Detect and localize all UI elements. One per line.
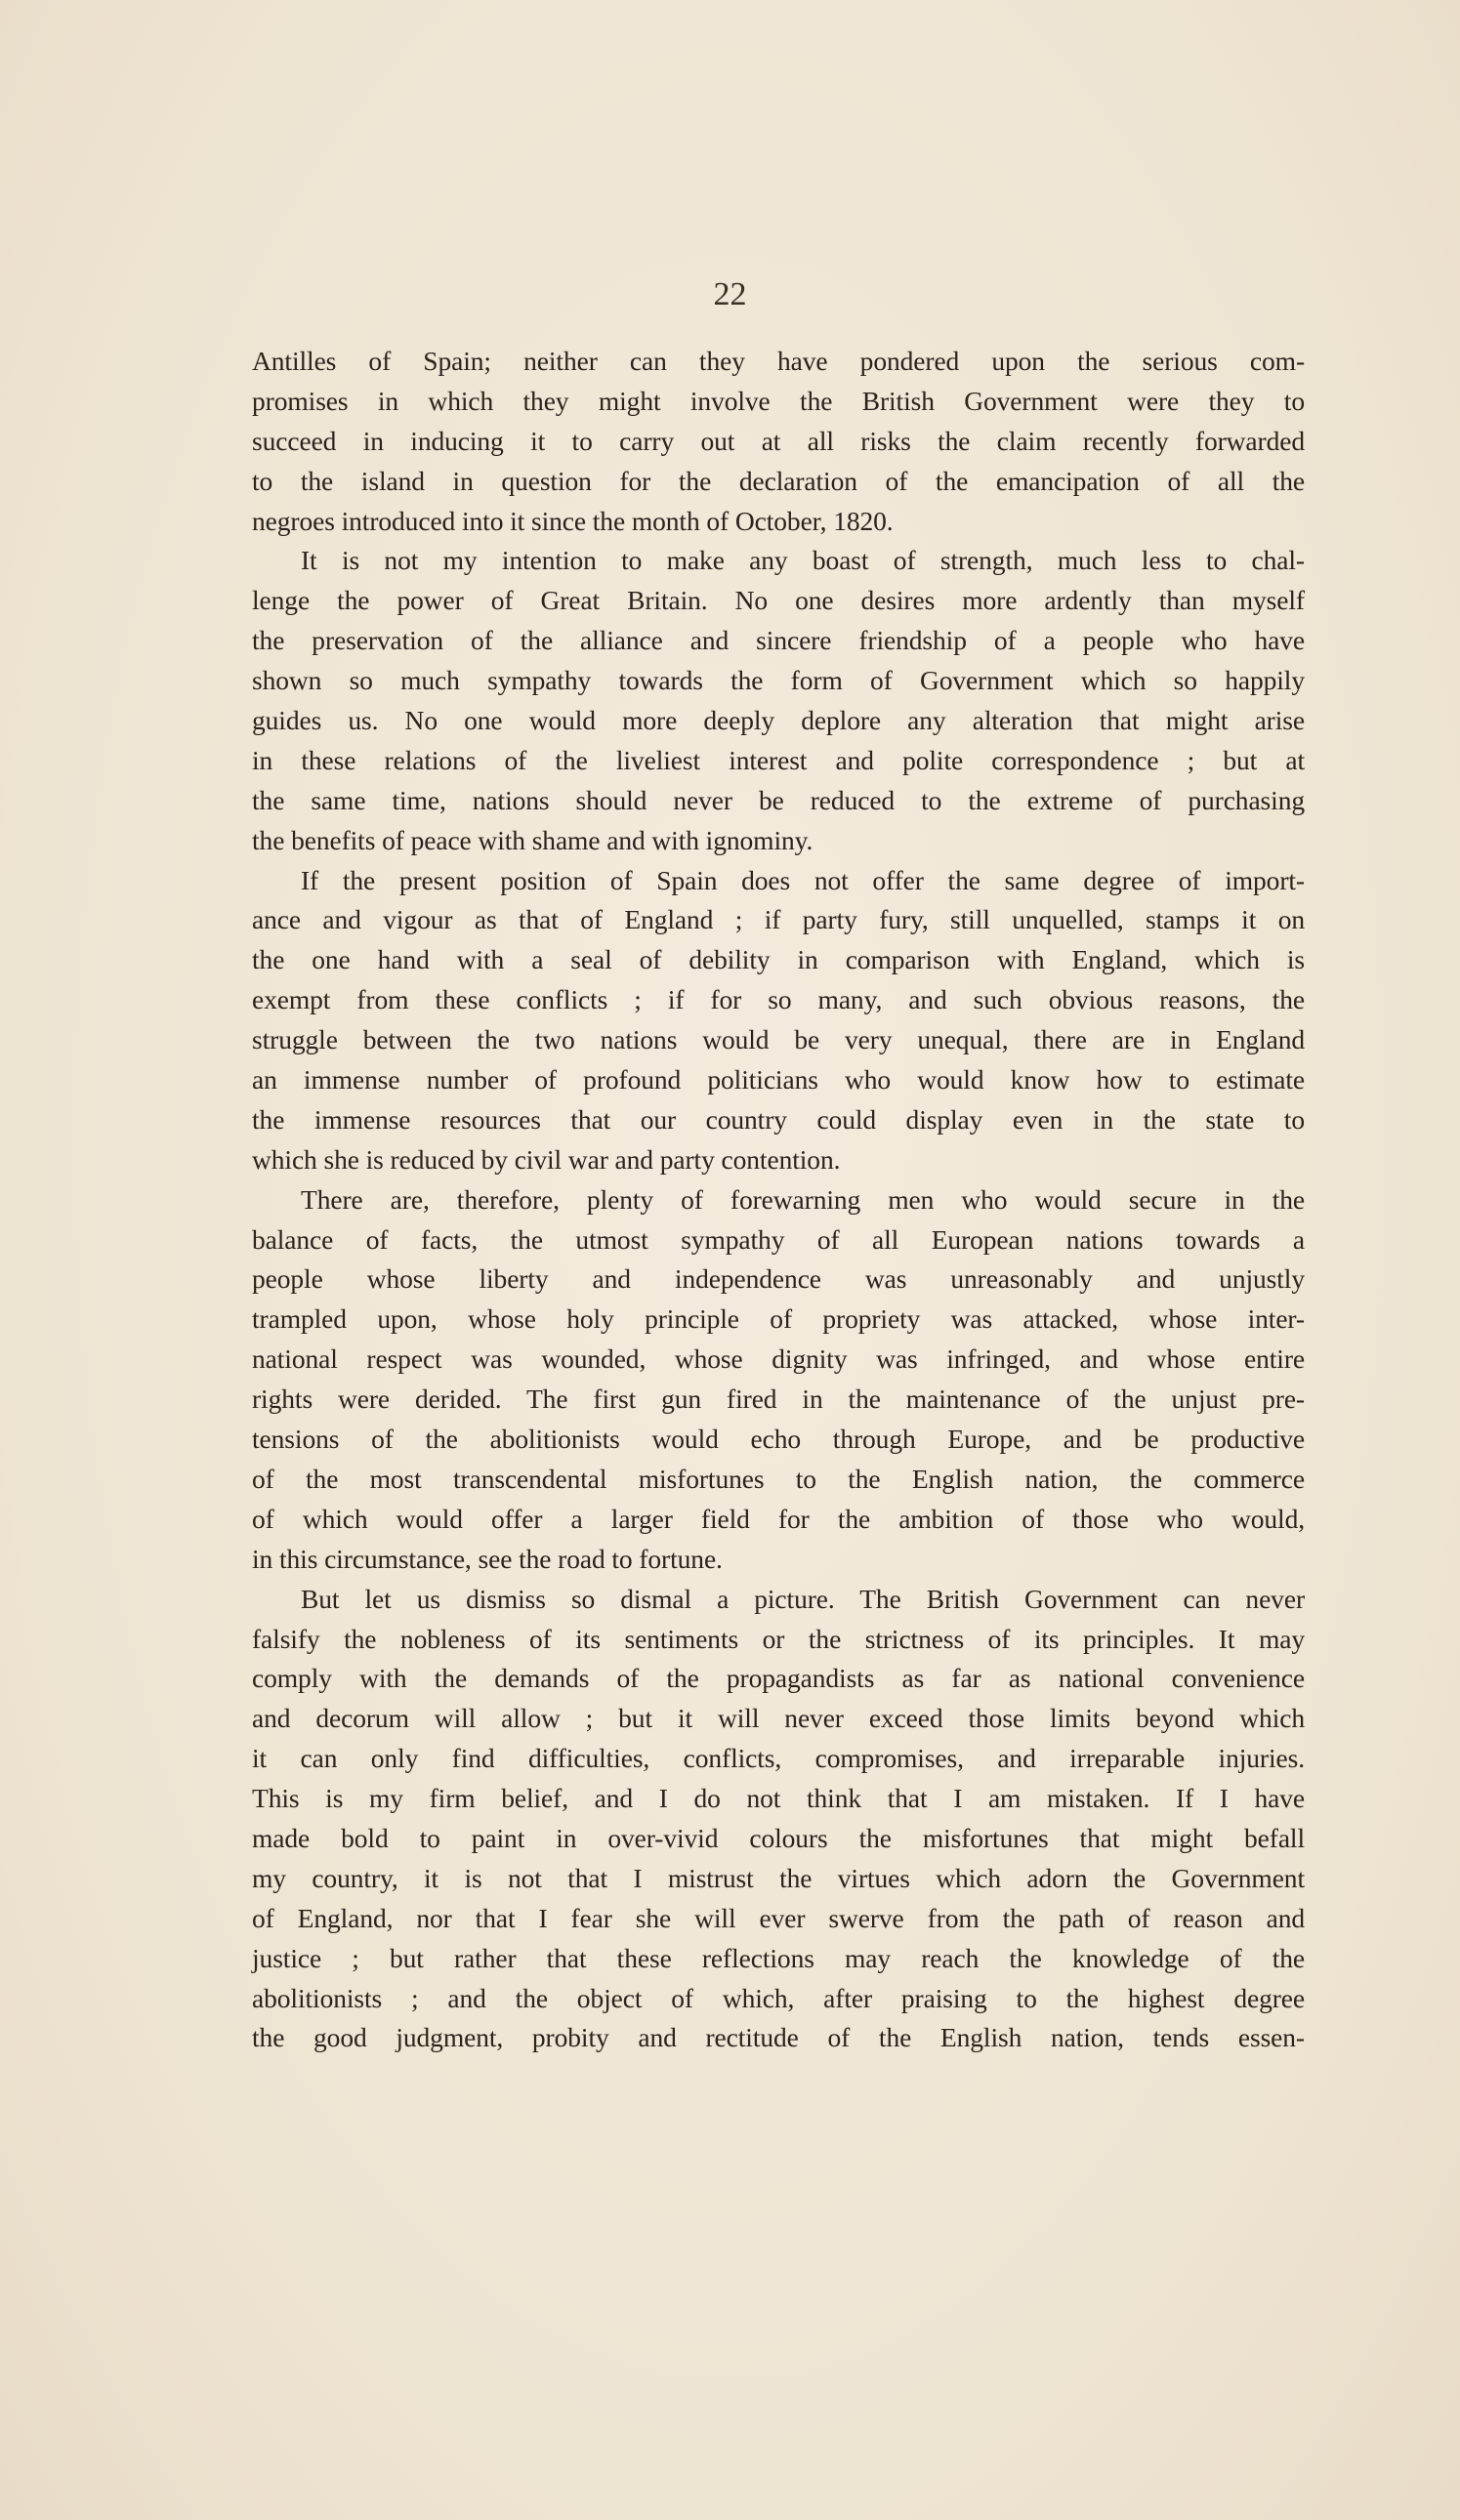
paragraph	[252, 861, 1305, 1180]
text-line: But let us dismiss so dismal a picture. The British Government can never	[301, 1583, 1305, 1614]
text-line: the immense resources that our country could display even in the state to	[252, 1103, 1305, 1135]
text-line: of the most transcendental misfortunes to the English nation, the commerce	[252, 1463, 1305, 1494]
text-line: it can only find difficulties, conflicts, compromises, and irreparable injuries.	[252, 1743, 1305, 1774]
text-line: exempt from these conflicts ; if for so many, and such obvious reasons, the	[252, 984, 1305, 1015]
text-line: trampled upon, whose holy principle of propriety was attacked, whose inter-	[252, 1303, 1305, 1335]
text-line: If the present position of Spain does not offer the same degree of import-	[301, 864, 1305, 895]
paragraph	[252, 541, 1305, 860]
paragraph	[252, 342, 1305, 541]
text-line: national respect was wounded, whose dignity was infringed, and whose entire	[252, 1343, 1305, 1375]
text-line: struggle between the two nations would be very unequal, there are in England	[252, 1024, 1305, 1055]
paragraph	[252, 1180, 1305, 1580]
text-line: the same time, nations should never be reduced to the extreme of purchasing	[252, 784, 1305, 815]
text-line: which she is reduced by civil war and party contention.	[252, 1143, 841, 1175]
text-line: comply with the demands of the propagandists as far as national convenience	[252, 1663, 1305, 1694]
text-line: the one hand with a seal of debility in comparison with England, which is	[252, 944, 1305, 975]
paragraph	[252, 1580, 1305, 2059]
text-line: and decorum will allow ; but it will never exceed those limits beyond which	[252, 1703, 1305, 1734]
text-line: falsify the nobleness of its sentiments or the strictness of its principles. It may	[252, 1623, 1305, 1654]
text-line: people whose liberty and independence was unreasonably and unjustly	[252, 1263, 1305, 1295]
text-line: an immense number of profound politicians who would know how to estimate	[252, 1064, 1305, 1095]
text-line: There are, therefore, plenty of forewarning men who would secure in the	[301, 1183, 1305, 1215]
text-line: my country, it is not that I mistrust the virtues which adorn the Government	[252, 1862, 1305, 1893]
text-line: rights were derided. The first gun fired in the maintenance of the unjust pre-	[252, 1384, 1305, 1415]
text-line: of which would offer a larger field for the ambition of those who would,	[252, 1503, 1305, 1534]
text-line: It is not my intention to make any boast of strength, much less to chal-	[301, 545, 1305, 576]
body-text	[252, 342, 1305, 2058]
text-line: in these relations of the liveliest interest and polite correspondence ; but at	[252, 744, 1305, 775]
text-line: tensions of the abolitionists would echo through Europe, and be productive	[252, 1424, 1305, 1455]
text-line: This is my firm belief, and I do not think that I am mistaken. If I have	[252, 1783, 1305, 1814]
text-line: abolitionists ; and the object of which, after praising to the highest degree	[252, 1982, 1305, 2013]
text-line: justice ; but rather that these reflections may reach the knowledge of the	[252, 1942, 1305, 1973]
text-line: the preservation of the alliance and sincere friendship of a people who have	[252, 625, 1305, 656]
text-line: of England, nor that I fear she will ever swerve from the path of reason and	[252, 1902, 1305, 1933]
text-line: Antilles of Spain; neither can they have pondered upon the serious com-	[252, 346, 1305, 376]
text-line: to the island in question for the declaration of the emancipation of all the	[252, 465, 1305, 496]
text-line: shown so much sympathy towards the form of Government which so happily	[252, 665, 1305, 696]
text-line: negroes introduced into it since the month of October, 1820.	[252, 505, 894, 536]
text-line: ance and vigour as that of England ; if party fury, still unquelled, stamps it on	[252, 904, 1305, 935]
page-number: 22	[713, 276, 747, 312]
text-line: succeed in inducing it to carry out at all risks the claim recently forwarded	[252, 425, 1305, 456]
text-line: the good judgment, probity and rectitude of the English nation, tends essen-	[252, 2022, 1305, 2053]
text-line: promises in which they might involve the British Government were they to	[252, 385, 1305, 416]
text-line: the benefits of peace with shame and with ignominy.	[252, 824, 813, 855]
text-line: in this circumstance, see the road to fortune.	[252, 1543, 723, 1574]
text-line: lenge the power of Great Britain. No one desires more ardently than myself	[252, 585, 1305, 616]
text-line: balance of facts, the utmost sympathy of all European nations towards a	[252, 1223, 1305, 1255]
text-line: made bold to paint in over-vivid colours the misfortunes that might befall	[252, 1822, 1305, 1853]
text-line: guides us. No one would more deeply deplore any alteration that might arise	[252, 705, 1305, 736]
